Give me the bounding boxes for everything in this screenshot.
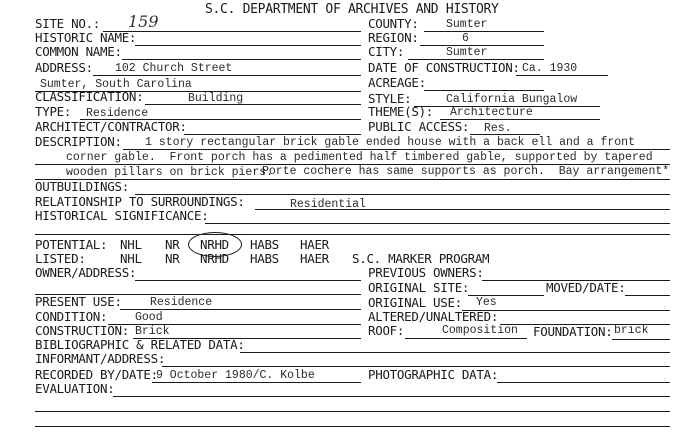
potential-nhl: NHL <box>120 237 142 252</box>
historical-significance-label: HISTORICAL SIGNIFICANCE: <box>35 208 209 223</box>
classification-value: Building <box>188 92 244 105</box>
recorded-value: 9 October 1980/C. Kolbe <box>156 369 315 382</box>
common-name-line <box>122 59 361 60</box>
theme-value: Architecture <box>450 106 533 119</box>
description-text-3b: Porte cochere has same supports as porch. Bay arrangement* <box>262 165 670 178</box>
owner-address-line <box>135 280 361 281</box>
listed-nr: NR <box>165 251 180 266</box>
historic-name-label: HISTORIC NAME: <box>35 30 137 45</box>
architect-line <box>184 134 361 135</box>
description-line-1 <box>123 149 670 150</box>
type-value: Residence <box>86 107 149 120</box>
evaluation-line-3 <box>35 426 670 427</box>
listed-label: LISTED: <box>35 251 86 266</box>
condition-value: Good <box>135 311 163 324</box>
original-use-label: ORIGINAL USE: <box>368 295 462 310</box>
construction-label: CONSTRUCTION: <box>35 323 129 338</box>
foundation-label: FOUNDATION: <box>533 324 613 339</box>
potential-nrhd: NRHD <box>200 237 229 252</box>
evaluation-label: EVALUATION: <box>35 381 115 396</box>
region-label: REGION: <box>368 30 419 45</box>
listed-nrhd: NRHD <box>200 251 229 266</box>
date-construction-line <box>516 75 608 76</box>
potential-nr: NR <box>165 237 180 252</box>
classification-line <box>145 104 361 105</box>
marker-program: S.C. MARKER PROGRAM <box>352 251 490 266</box>
style-label: STYLE: <box>368 91 412 106</box>
listed-nhl: NHL <box>120 251 142 266</box>
foundation-value: brick <box>614 324 649 337</box>
acreage-line <box>424 90 544 91</box>
listed-haer: HAER <box>300 251 329 266</box>
informant-label: INFORMANT/ADDRESS: <box>35 351 166 366</box>
present-use-value: Residence <box>150 296 213 309</box>
potential-habs: HABS <box>250 237 279 252</box>
address-line1: 102 Church Street <box>115 62 233 75</box>
potential-label: POTENTIAL: <box>35 237 108 252</box>
public-access-label: PUBLIC ACCESS: <box>368 119 470 134</box>
evaluation-line-2 <box>35 411 670 412</box>
common-name-label: COMMON NAME: <box>35 44 122 59</box>
description-label: DESCRIPTION: <box>35 134 122 149</box>
condition-label: CONDITION: <box>35 309 108 324</box>
county-value: Sumter <box>446 18 488 31</box>
site-no-line <box>103 31 361 32</box>
roof-line <box>405 338 527 339</box>
classification-label: CLASSIFICATION: <box>35 89 144 104</box>
address-line <box>93 75 361 76</box>
historic-name-line <box>135 45 361 46</box>
site-no-value: 159 <box>128 12 159 31</box>
recorded-line <box>152 382 361 383</box>
listed-habs: HABS <box>250 251 279 266</box>
roof-label: ROOF: <box>368 323 405 338</box>
date-construction-label: DATE OF CONSTRUCTION: <box>368 60 520 75</box>
altered-label: ALTERED/UNALTERED: <box>368 309 499 324</box>
region-value: 6 <box>462 32 469 45</box>
present-use-line <box>120 309 361 310</box>
county-label: COUNTY: <box>368 16 419 31</box>
style-value: California Bungalow <box>446 93 578 106</box>
potential-haer: HAER <box>300 237 329 252</box>
bibliographic-line <box>240 352 670 353</box>
city-value: Sumter <box>446 46 488 59</box>
photographic-label: PHOTOGRAPHIC DATA: <box>368 367 499 382</box>
construction-value: Brick <box>135 325 170 338</box>
description-text-2: corner gable. Front porch has a pedimented half timbered gable, supported by tapered <box>66 151 653 164</box>
photographic-line <box>497 382 670 383</box>
description-text-3: wooden pillars on brick piers. <box>66 166 274 179</box>
outbuildings-label: OUTBUILDINGS: <box>35 179 129 194</box>
address-line2: Sumter, South Carolina <box>40 78 192 91</box>
type-label: TYPE: <box>35 104 72 119</box>
description-line-3 <box>35 179 670 180</box>
site-no-label: SITE NO.: <box>35 16 101 31</box>
relationship-label: RELATIONSHIP TO SURROUNDINGS: <box>35 194 245 209</box>
date-construction-value: Ca. 1930 <box>522 62 578 75</box>
architect-label: ARCHITECT/CONTRACTOR: <box>35 119 187 134</box>
public-access-value: Res. <box>484 122 512 135</box>
relationship-value: Residential <box>290 198 366 211</box>
form-title: S.C. DEPARTMENT OF ARCHIVES AND HISTORY <box>205 2 499 17</box>
foundation-line <box>612 339 670 340</box>
theme-label: THEME(S): <box>368 104 434 119</box>
moved-date-line <box>625 295 670 296</box>
present-use-label: PRESENT USE: <box>35 294 122 309</box>
owner-address-label: OWNER/ADDRESS: <box>35 265 137 280</box>
recorded-label: RECORDED BY/DATE: <box>35 367 158 382</box>
evaluation-line <box>113 396 670 397</box>
previous-owners-label: PREVIOUS OWNERS: <box>368 265 484 280</box>
bibliographic-label: BIBLIOGRAPHIC & RELATED DATA: <box>35 337 245 352</box>
blank-line <box>35 234 670 235</box>
moved-date-label: MOVED/DATE: <box>546 280 626 295</box>
address-label: ADDRESS: <box>35 60 93 75</box>
historical-significance-line <box>205 223 670 224</box>
original-use-value: Yes <box>476 296 497 309</box>
roof-value: Composition <box>442 324 518 337</box>
city-label: CITY: <box>368 44 405 59</box>
county-line <box>424 31 544 32</box>
description-text-1: 1 story rectangular brick gable ended house with a back ell and a front <box>145 136 635 149</box>
acreage-label: ACREAGE: <box>368 75 426 90</box>
original-site-label: ORIGINAL SITE: <box>368 280 470 295</box>
